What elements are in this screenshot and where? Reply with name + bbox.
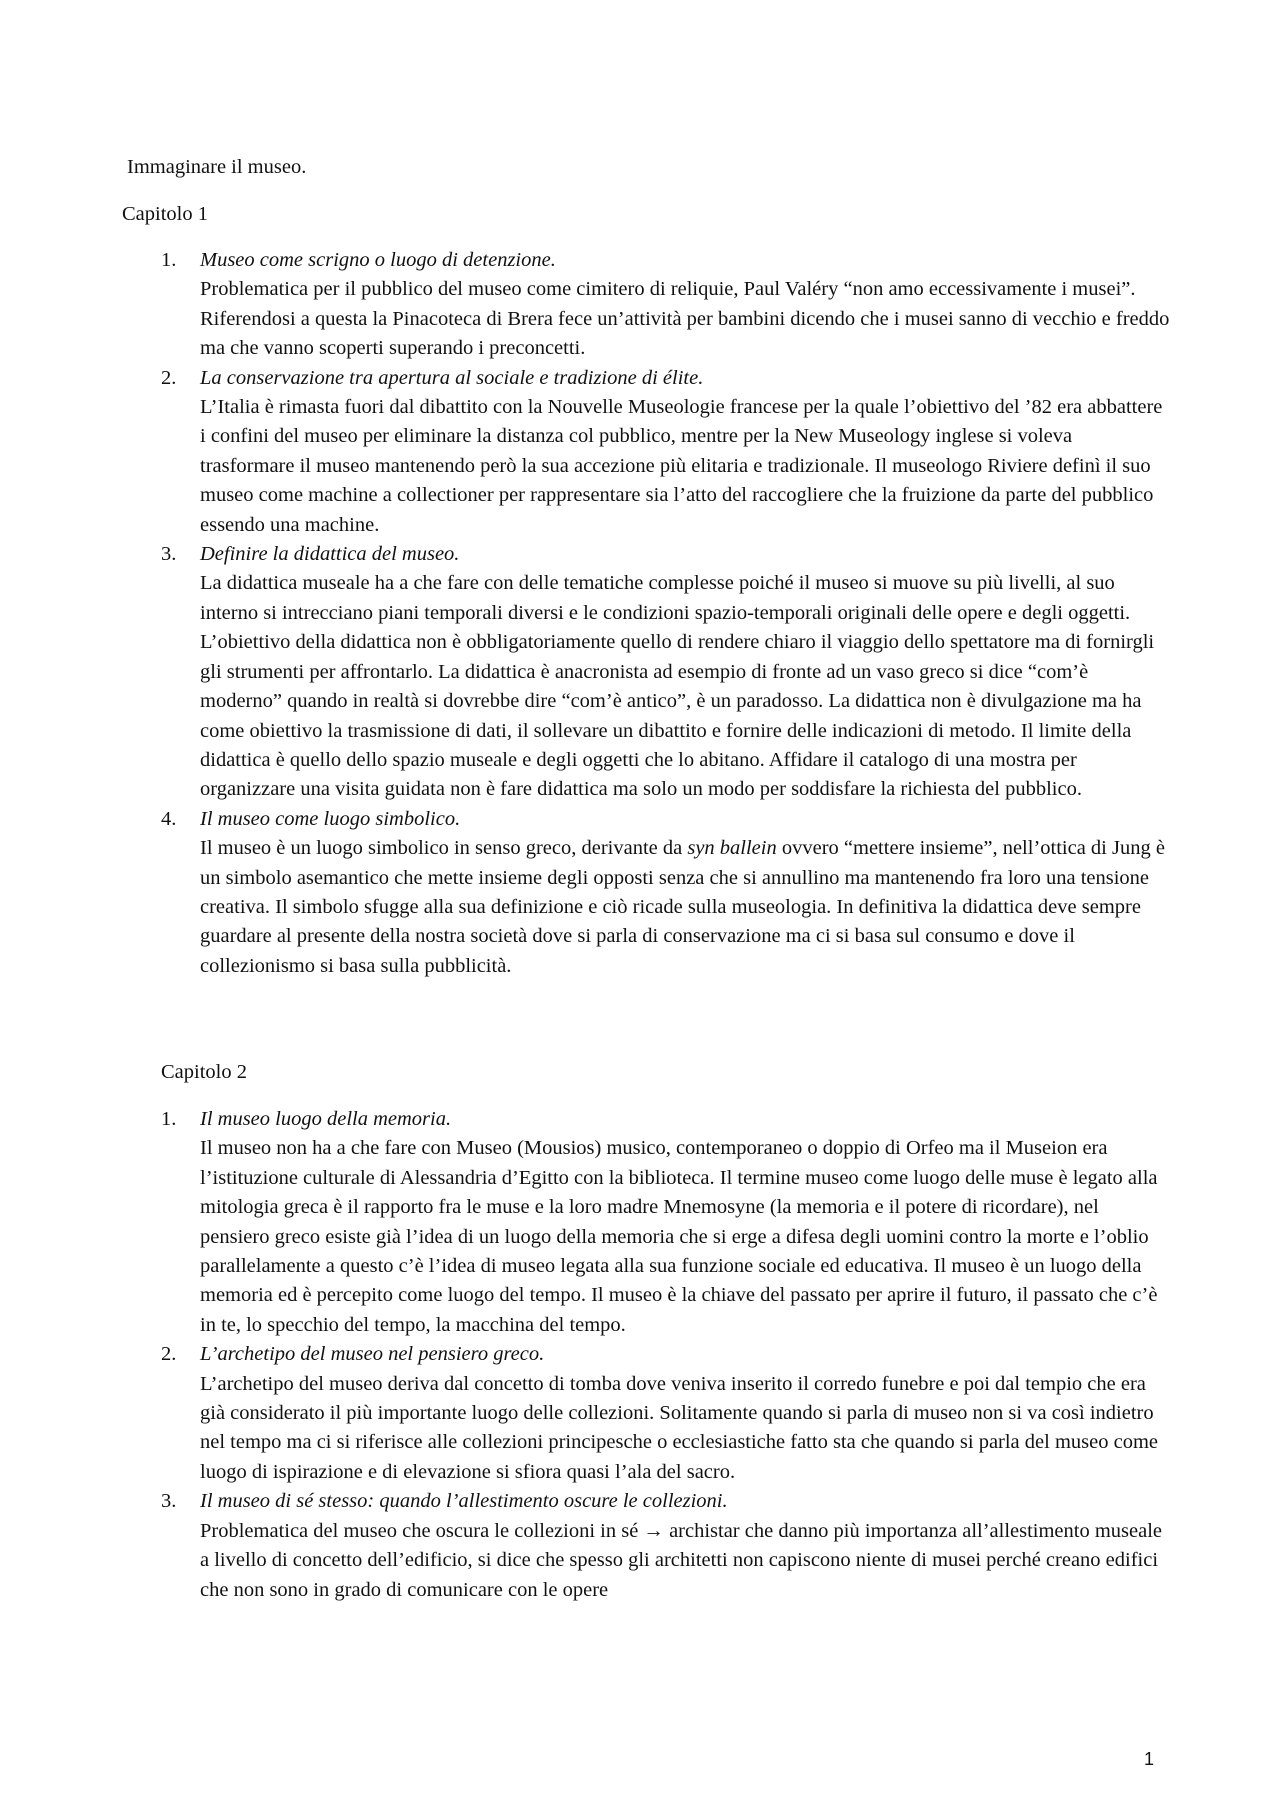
list-item [161,1340,1171,1487]
item-text: Il museo non ha a che fare con Museo (Mousios) musico, contemporaneo o doppio di Orfeo ma il Museion era l’istituzione culturale di Alessandria d’Egitto con la biblioteca. Il termine museo come luogo delle muse è legato alla mitologia greca è il rapporto fra le muse e la loro madre Mnemosyne (la memoria e il potere di ricordare), nel pensiero greco esiste già l’idea di un luogo della memoria che si erge a difesa degli uomini contro la morte e l’oblio parallelamente a questo c’è l’idea di museo legata alla sua funzione sociale ed educativa. Il museo è un luogo della memoria ed è percepito come luogo del tempo. Il museo è la chiave del passato per aprire il futuro, il passato che c’è in te, lo specchio del tempo, la macchina del tempo. [200,1137,1158,1336]
chapter-1-list [161,246,1171,981]
item-number: 3. [161,543,177,566]
item-text-emphasis: syn ballein [687,837,777,860]
item-title: Definire la didattica del museo. [200,543,460,566]
item-text: Problematica per il pubblico del museo come cimitero di reliquie, Paul Valéry “non amo eccessivamente i musei”. Riferendosi a questa la Pinacoteca di Brera fece un’attività per bambini dicendo che i musei sanno di vecchio e freddo ma che vanno scoperti superando i preconcetti. [200,278,1170,360]
item-text: L’Italia è rimasta fuori dal dibattito con la Nouvelle Museologie francese per la quale l’obiettivo del ’82 era abbattere i confini del museo per eliminare la distanza col pubblico, mentre per la New Museology inglese si voleva trasformare il museo mantenendo però la sua accezione più elitaria e tradizionale. Il museologo Riviere definì il suo museo come machine a collectioner per rappresentare sia l’atto del raccogliere che la fruizione da parte del pubblico essendo una machine. [200,396,1163,536]
item-text [200,834,1171,981]
chapter-2-list [161,1105,1171,1605]
item-text-part: Il museo è un luogo simbolico in senso greco, derivante da [200,837,688,860]
item-text: La didattica museale ha a che fare con delle tematiche complesse poiché il museo si muove su più livelli, al suo interno si intrecciano piani temporali diversi e le condizioni spazio-temporali originali delle opere e degli oggetti. L’obiettivo della didattica non è obbligatoriamente quello di rendere chiaro il viaggio dello spettatore ma di fornirgli gli strumenti per affrontarlo. La didattica è anacronista ad esempio di fronte ad un vaso greco si dice “com’è moderno” quando in realtà si dovrebbe dire “com’è antico”, è un paradosso. La didattica non è divulgazione ma ha come obiettivo la trasmissione di dati, il sollevare un dibattito e fornire delle indicazioni di metodo. Il limite della didattica è quello dello spazio museale e degli oggetti che lo abitano. Affidare il catalogo di una mostra per organizzare una visita guidata non è fare didattica ma solo un modo per soddisfare la richiesta del pubblico. [200,572,1155,801]
item-text: Problematica del museo che oscura le collezioni in sé → archistar che danno più importanza all’allestimento museale a livello di concetto dell’edificio, si dice che spesso gli architetti non capiscono niente di musei perché creano edifici che non sono in grado di comunicare con le opere [200,1519,1163,1601]
list-item [161,1105,1171,1340]
list-item [161,1487,1171,1605]
item-number: 3. [161,1490,177,1513]
list-item [161,364,1171,540]
item-number: 2. [161,366,177,389]
item-title: Il museo come luogo simbolico. [200,807,461,830]
document-title: Immaginare il museo. [127,156,307,178]
item-text-part: ovvero “mettere insieme”, nell’ottica di Jung è un simbolo asemantico che mette insieme degli opposti senza che si annullino ma mantenendo fra loro una tensione creativa. Il simbolo sfugge alla sua definizione e ciò ricade sulla museologia. In definitiva la didattica deve sempre guardare al presente della nostra società dove si parla di conservazione ma ci si basa sul consumo e dove il collezionismo si basa sulla pubblicità. [200,837,1165,977]
item-number: 1. [161,249,177,271]
item-number: 4. [161,807,177,830]
item-title: Il museo di sé stesso: quando l’allestimento oscure le collezioni. [200,1490,728,1513]
item-number: 1. [161,1108,177,1130]
chapter-heading: Capitolo 2 [161,1061,247,1083]
item-title: Museo come scrigno o luogo di detenzione. [200,249,556,271]
item-title: Il museo luogo della memoria. [200,1108,452,1130]
item-title: La conservazione tra apertura al sociale e tradizione di élite. [200,366,704,389]
list-item [161,246,1171,364]
list-item [161,805,1171,981]
item-number: 2. [161,1343,177,1366]
item-text: L’archetipo del museo deriva dal concetto di tomba dove veniva inserito il corredo funebre e poi dal tempio che era già considerato il più importante luogo delle collezioni. Solitamente quando si parla di museo non si va così indietro nel tempo ma ci si riferisce alle collezioni principesche o ecclesiastiche fatto sta che quando si parla del museo come luogo di ispirazione e di elevazione si sfiora quasi l’ala del sacro. [200,1372,1158,1483]
item-title: L’archetipo del museo nel pensiero greco. [200,1343,545,1366]
list-item [161,540,1171,805]
page-number: 1 [1144,1749,1155,1769]
chapter-heading: Capitolo 1 [122,203,208,225]
